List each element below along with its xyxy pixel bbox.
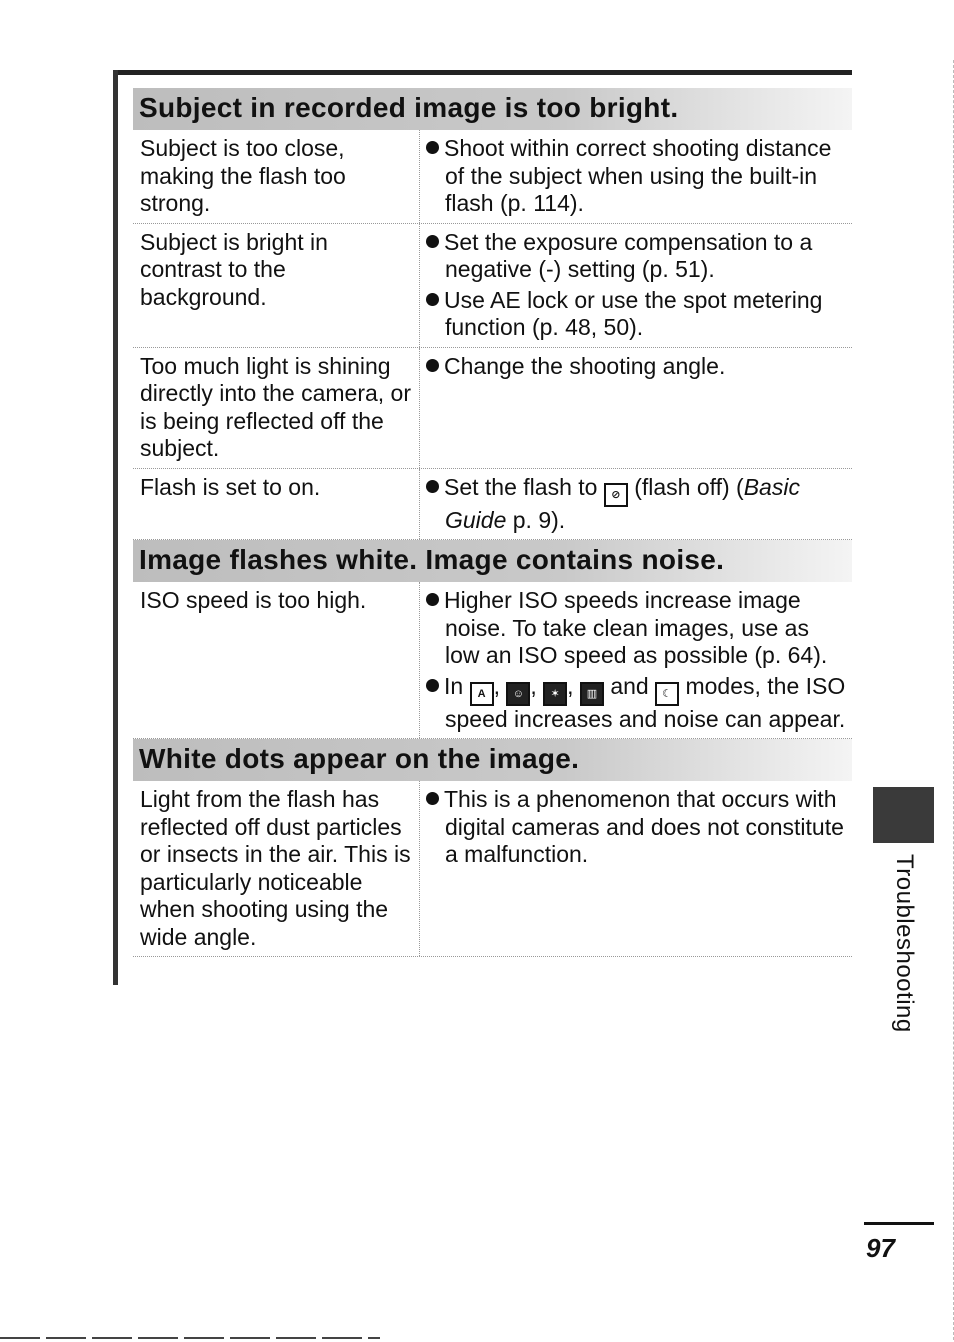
solution-cell (420, 348, 852, 468)
table-row (133, 781, 852, 957)
section-header-too-bright: Subject in recorded image is too bright. (133, 88, 852, 130)
table-row (133, 224, 852, 348)
page-number-rule (864, 1222, 934, 1225)
kids-pets-mode-icon: ☺ (506, 682, 530, 706)
cause-cell: ISO speed is too high. (133, 582, 420, 738)
flash-off-icon: ⊘ (604, 483, 628, 507)
solution-cell (420, 582, 852, 738)
solution-bullet: Change the shooting angle. (426, 353, 846, 381)
cause-cell: Too much light is shining directly into the camera, or is being reflected off the subject. (133, 348, 420, 468)
bullet-icon (426, 141, 439, 154)
table-row (133, 469, 852, 541)
cause-cell: Flash is set to on. (133, 469, 420, 540)
left-margin-bar (113, 70, 118, 985)
solution-bullet: Set the exposure compensation to a negative (-) setting (p. 51). (426, 229, 846, 284)
auto-scene-mode-icon: A (470, 682, 494, 706)
cause-cell: Subject is bright in contrast to the background. (133, 224, 420, 347)
bullet-icon (426, 359, 439, 372)
section-header-noise: Image flashes white. Image contains noise. (133, 540, 852, 582)
solution-bullet: In A , ☺ , ✶ , ▥ and ☾ modes, the ISO speed increases and noise can appear. (426, 673, 846, 734)
solution-cell (420, 781, 852, 956)
section-header-white-dots: White dots appear on the image. (133, 739, 852, 781)
troubleshooting-table (133, 88, 852, 957)
solution-cell (420, 224, 852, 347)
cause-cell: Subject is too close, making the flash too strong. (133, 130, 420, 223)
table-row (133, 348, 852, 469)
page-number: 97 (866, 1233, 895, 1263)
table-row (133, 130, 852, 224)
solution-bullet: Set the flash to ⊘ (flash off) (Basic Guide p. 9). (426, 474, 846, 535)
solution-bullet: Shoot within correct shooting distance of the subject when using the built-in flash (p. 114). (426, 135, 846, 218)
bullet-icon (426, 293, 439, 306)
table-row (133, 582, 852, 739)
solution-bullet: Use AE lock or use the spot metering function (p. 48, 50). (426, 287, 846, 342)
fireworks-mode-icon: ✶ (543, 682, 567, 706)
chapter-side-label: Troubleshooting (891, 854, 918, 1033)
chapter-tab-marker (873, 787, 934, 843)
bullet-icon (426, 480, 439, 493)
top-rule (115, 70, 852, 75)
cause-cell: Light from the flash has reflected off dust particles or insects in the air. This is particularly noticeable when shooting using the wide angle. (133, 781, 420, 956)
night-snapshot-mode-icon: ☾ (655, 682, 679, 706)
solution-bullet: Higher ISO speeds increase image noise. To take clean images, use as low an ISO speed as possible (p. 64). (426, 587, 846, 670)
indoor-mode-icon: ▥ (580, 682, 604, 706)
bullet-icon (426, 235, 439, 248)
solution-cell (420, 130, 852, 223)
bullet-icon (426, 792, 439, 805)
solution-cell (420, 469, 852, 540)
bottom-edge-line (0, 1337, 380, 1339)
bullet-icon (426, 593, 439, 606)
solution-bullet: This is a phenomenon that occurs with digital cameras and does not constitute a malfunction. (426, 786, 846, 869)
bullet-icon (426, 679, 439, 692)
